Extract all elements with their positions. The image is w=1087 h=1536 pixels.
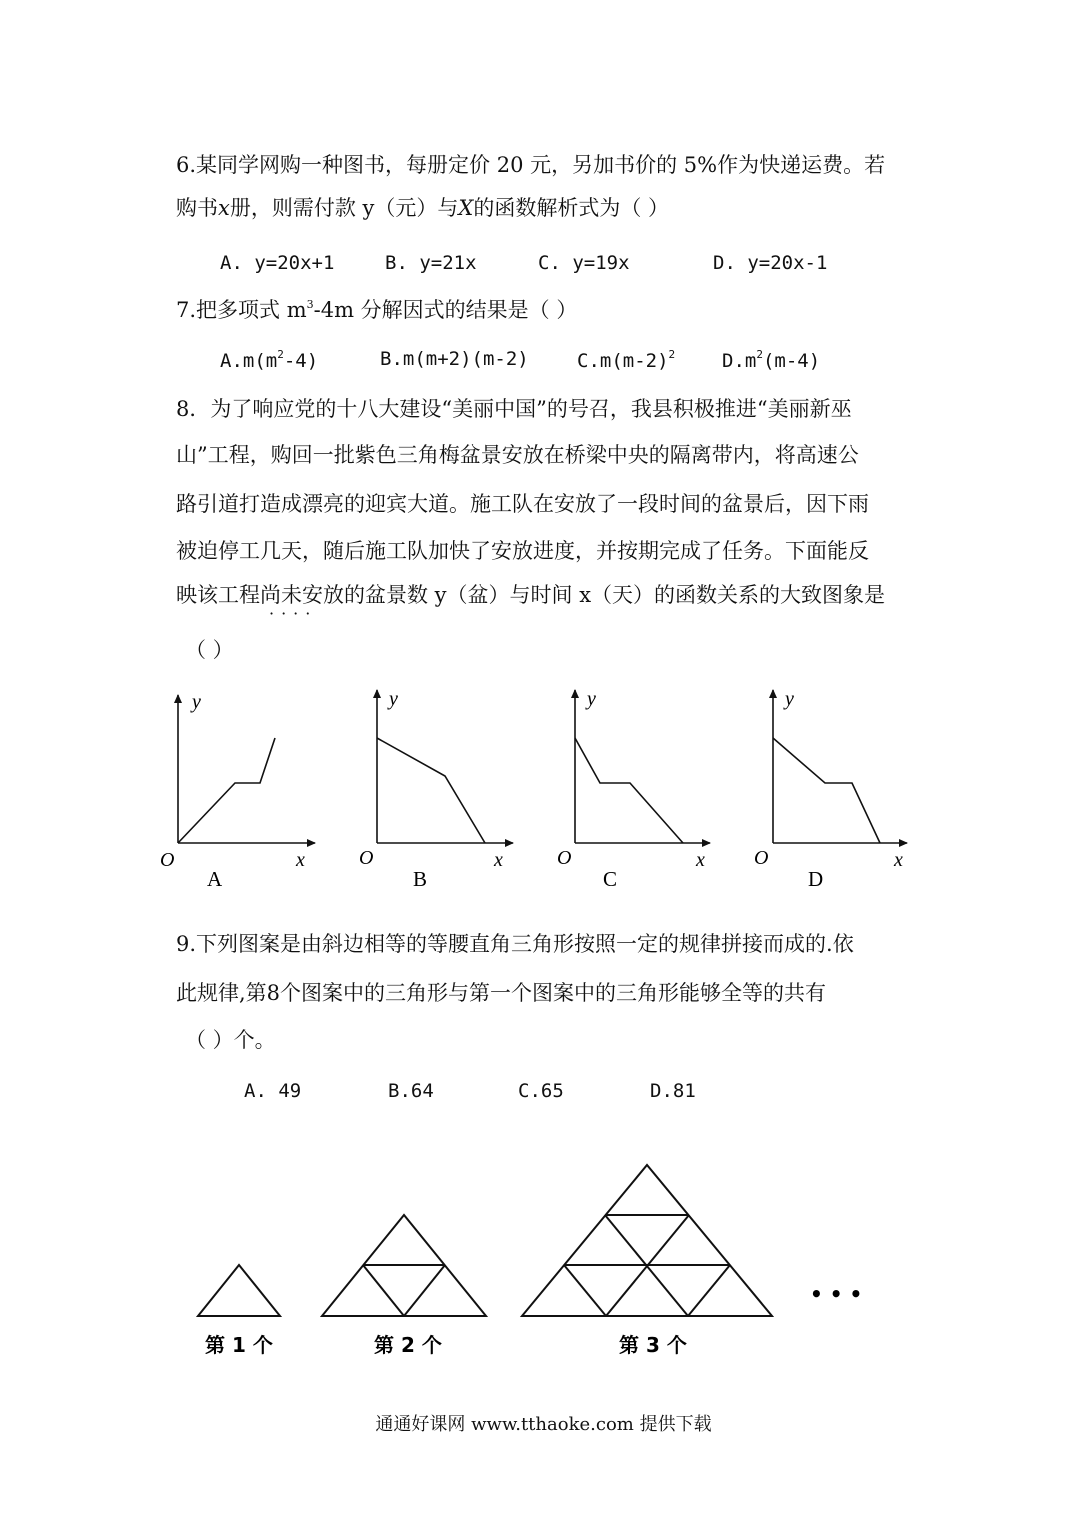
- graph-c-curve: [575, 738, 683, 843]
- q6-option-a: A. y=20x+1: [220, 252, 335, 274]
- pattern-2-inner-right: [404, 1265, 445, 1316]
- graph-a-curve: [178, 738, 275, 843]
- pattern-2-label: 第 2 个: [374, 1333, 442, 1357]
- graph-c-x-label: x: [696, 849, 705, 871]
- emphasis-dots: ····: [269, 604, 318, 623]
- pattern-3: [522, 1165, 772, 1316]
- q7-opt-c-sup: 2: [668, 348, 676, 361]
- graph-b-curve: [377, 738, 485, 843]
- q9-option-a: A. 49: [244, 1080, 302, 1102]
- graph-a-x-label: x: [296, 849, 305, 871]
- graph-c-y-label: y: [587, 688, 596, 710]
- graph-c: [575, 690, 710, 843]
- q8-line5: 映该工程尚未安放的盆景数 y（盆）与时间 x（天）的函数关系的大致图象是: [176, 583, 886, 607]
- pattern-3-diag-4: [688, 1265, 730, 1316]
- graph-d-x-label: x: [894, 849, 903, 871]
- pattern-1: [198, 1265, 280, 1316]
- q9-line2: 此规律,第8个图案中的三角形与第一个图案中的三角形能够全等的共有: [176, 981, 827, 1005]
- graph-d-label: D: [808, 867, 824, 891]
- graph-d: [773, 690, 907, 843]
- q8-line4: 被迫停工几天，随后施工队加快了安放进度，并按期完成了任务。下面能反: [176, 539, 869, 563]
- q6-var-x: x: [218, 196, 230, 220]
- q6-line2-a: 购书: [176, 196, 218, 220]
- q7-opt-d-2: (m-4): [762, 350, 821, 372]
- q6-line2-b: 册，则需付款 y（元）与: [229, 196, 459, 220]
- q6-line2-c: 的函数解析式为（ ）: [473, 196, 670, 220]
- graph-b-x-label: x: [494, 849, 503, 871]
- q7-stem-a: 7.把多项式 m: [176, 298, 307, 322]
- q8-line2: 山”工程，购回一批紫色三角梅盆景安放在桥梁中央的隔离带内，将高速公: [176, 443, 859, 467]
- footer-text: 通通好课网 www.tthaoke.com 提供下载: [375, 1414, 712, 1435]
- q7-opt-d-1: D.m: [722, 350, 757, 372]
- q8-line3: 路引道打造成漂亮的迎宾大道。施工队在安放了一段时间的盆景后，因下雨: [176, 492, 869, 516]
- graph-a: [178, 695, 315, 843]
- q7-opt-c-1: C.m(m-2): [577, 350, 669, 372]
- q7-option-b: B.m(m+2)(m-2): [380, 348, 529, 370]
- q9-option-c: C.65: [518, 1080, 564, 1102]
- graph-d-y-label: y: [785, 688, 794, 710]
- pattern-3-outer: [522, 1165, 772, 1316]
- pattern-3-diag-3: [564, 1265, 606, 1316]
- q8-line6: （ ）: [185, 638, 234, 662]
- q7-opt-a-1: A.m(m: [220, 350, 278, 372]
- q6-var-X: X: [458, 196, 474, 220]
- q6-line1: 6.某同学网购一种图书，每册定价 20 元，另加书价的 5%作为快递运费。若: [176, 153, 886, 177]
- graph-d-origin: O: [754, 847, 769, 869]
- q9-option-d: D.81: [650, 1080, 696, 1102]
- q8-line1: 8．为了响应党的十八大建设“美丽中国”的号召，我县积极推进“美丽新巫: [176, 397, 852, 421]
- pattern-2-inner-left: [363, 1265, 404, 1316]
- q6-option-d: D. y=20x-1: [713, 252, 828, 274]
- q7-stem-b: -4m 分解因式的结果是（ ）: [313, 298, 578, 322]
- q9-option-b: B.64: [388, 1080, 434, 1102]
- graph-d-curve: [773, 738, 880, 843]
- pattern-1-triangle: [198, 1265, 280, 1316]
- graph-b-y-label: y: [389, 688, 398, 710]
- q7-opt-d-sup: 2: [756, 348, 763, 361]
- graph-c-origin: O: [557, 847, 572, 869]
- graph-a-y-label: y: [192, 691, 201, 713]
- pattern-1-label: 第 1 个: [205, 1333, 273, 1357]
- graph-a-label: A: [207, 867, 223, 891]
- q9-line3: （ ）个。: [185, 1028, 276, 1052]
- q6-option-c: C. y=19x: [538, 252, 630, 274]
- graph-b: [377, 690, 513, 843]
- q7-opt-a-2: -4): [283, 350, 319, 372]
- pattern-continuation: • • •: [810, 1282, 863, 1306]
- q7-opt-a-sup: 2: [277, 348, 284, 361]
- pattern-3-label: 第 3 个: [619, 1333, 687, 1357]
- q6-option-b: B. y=21x: [385, 252, 477, 274]
- graph-c-label: C: [603, 867, 618, 891]
- graph-a-origin: O: [160, 849, 175, 871]
- q7-stem-sup: 3: [306, 298, 314, 311]
- pattern-2: [322, 1215, 486, 1316]
- graph-b-label: B: [413, 867, 428, 891]
- q9-line1: 9.下列图案是由斜边相等的等腰直角三角形按照一定的规律拼接而成的.依: [176, 932, 854, 956]
- graph-b-origin: O: [359, 847, 374, 869]
